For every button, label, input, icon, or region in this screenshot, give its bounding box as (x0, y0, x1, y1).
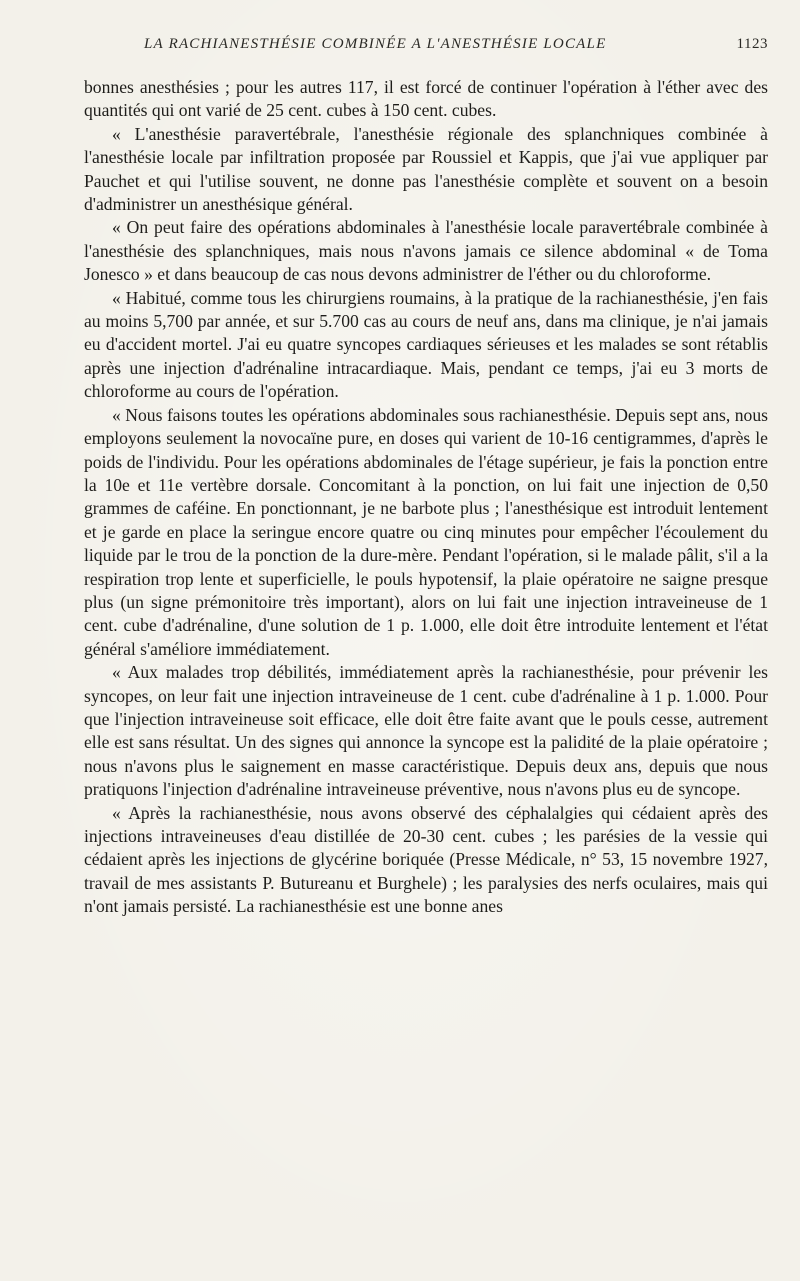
paragraph-4: « Habitué, comme tous les chirurgiens roumains, à la pratique de la rachianesthésie, j'en fais au moins 5,700 par année, et sur 5.700 cas au cours de neuf ans, dans ma clinique, je n'ai jamais eu d'accident mortel. J'ai eu quatre syncopes cardiaques sérieuses et les malades se sont rétablis après une injection d'adrénaline intracardiaque. Mais, pendant ce temps, j'ai eu 3 morts de chloroforme au cours de l'opération. (84, 287, 768, 402)
paragraph-5: « Nous faisons toutes les opérations abdominales sous rachianesthésie. Depuis sept ans, nous employons seulement la novocaïne pure, en doses qui varient de 10-16 centigrammes, d'après le poids de l'individu. Pour les opérations abdominales de l'étage supérieur, je fais la ponction entre la 10e et 11e vertèbre dorsale. Concomitant à la ponction, on lui fait une injection de 0,50 grammes de caféine. En ponctionnant, je ne barbote plus ; l'anesthésique est introduit lentement et je garde en place la seringue encore quatre ou cinq minutes pour empêcher l'écoulement du liquide par le trou de la ponction de la dure-mère. Pendant l'opération, si le malade pâlit, s'il a la respiration trop lente et superficielle, le pouls hypotensif, la plaie opératoire ne saigne presque plus (un signe prémonitoire très important), alors on lui fait une injection intraveineuse de 1 cent. cube d'adrénaline, d'une solution de 1 p. 1.000, elle doit être introduite lentement et l'état général s'améliore immédiatement. (84, 404, 768, 659)
paragraph-7: « Après la rachianesthésie, nous avons observé des céphalalgies qui cédaient après des injections intraveineuses d'eau distillée de 20-30 cent. cubes ; les parésies de la vessie qui cédaient après les injections de glycérine boriquée (Presse Médicale, n° 53, 15 novembre 1927, travail de mes assistants P. Butureanu et Burghele) ; les paralysies des nerfs oculaires, mais qui n'ont jamais persisté. La rachianesthésie est une bonne anes (84, 802, 768, 917)
paragraph-6: « Aux malades trop débilités, immédiatement après la rachianesthésie, pour prévenir les syncopes, on leur fait une injection intraveineuse de 1 cent. cube d'adrénaline à 1 p. 1.000. Pour que l'injection intraveineuse soit efficace, elle doit être faite avant que le pouls cesse, autrement elle est sans résultat. Un des signes qui annonce la syncope est la palidité de la plaie opératoire ; nous n'avons plus le saignement en masse caractéristique. Depuis deux ans, depuis que nous pratiquons l'injection d'adrénaline intraveineuse préventive, nous n'avons plus eu de syncope. (84, 662, 768, 800)
page-number: 1123 (736, 36, 768, 52)
paragraph-3: « On peut faire des opérations abdominales à l'anesthésie locale paravertébrale combinée à l'anesthésie des splanchniques, mais nous n'avons jamais ce silence abdominal « de Toma Jonesco » et dans beaucoup de cas nous devons administrer de l'éther ou du chloroforme. (84, 217, 768, 285)
paragraph-2: « L'anesthésie paravertébrale, l'anesthésie régionale des splanchniques combinée à l'anesthésie locale par infiltration proposée par Roussiel et Kappis, que j'ai vue appliquer par Pauchet et qui l'utilise souvent, ne donne pas l'anesthésie complète et souvent on a besoin d'administrer un anesthésique général. (84, 123, 768, 215)
body-text (84, 76, 768, 919)
running-title: LA RACHIANESTHÉSIE COMBINÉE A L'ANESTHÉSIE LOCALE (144, 36, 607, 52)
running-header (84, 36, 768, 56)
paragraph-1: bonnes anesthésies ; pour les autres 117, il est forcé de continuer l'opération à l'éther avec des quantités qui ont varié de 25 cent. cubes à 150 cent. cubes. (84, 77, 768, 121)
